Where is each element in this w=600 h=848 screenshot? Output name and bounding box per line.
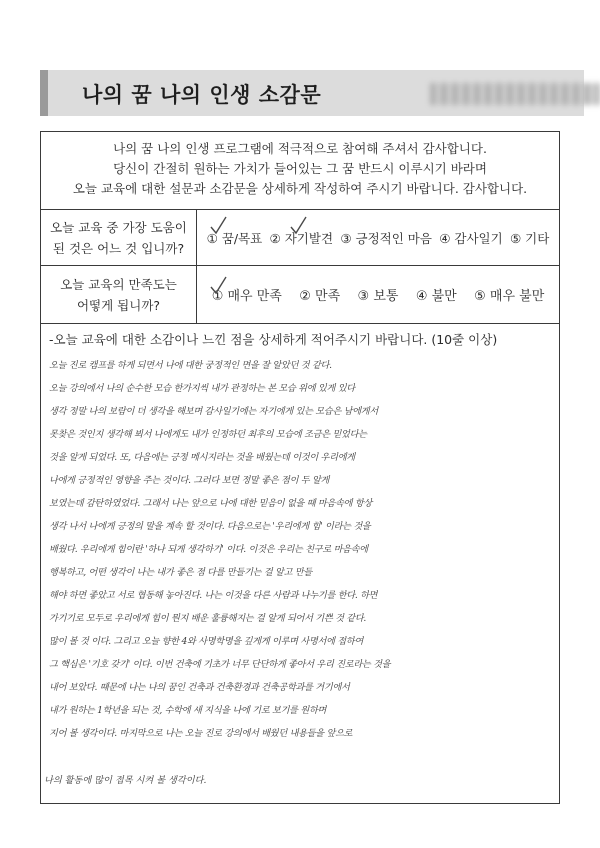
redacted-name bbox=[430, 83, 600, 105]
handwritten-line: 오늘 진로 캠프를 하게 되면서 나에 대한 궁정적인 면을 잘 알았던 것 같다. bbox=[49, 360, 332, 371]
handwritten-essay bbox=[49, 354, 555, 745]
question-label bbox=[41, 210, 197, 265]
question-label-line: 어떻게 됩니까? bbox=[76, 297, 161, 313]
option-very-dissatisfied[interactable]: ⑤ 매우 불만 bbox=[474, 289, 545, 304]
page-title: 나의 꿈 나의 인생 소감문 bbox=[82, 83, 322, 107]
handwritten-line: 못찾은 것인지 생각해 뵈서 나에게도 내가 인정하던 최후의 모습에 조금은 믿었다는 bbox=[49, 429, 367, 440]
question-row-satisfaction bbox=[41, 266, 559, 324]
option-satisfied[interactable]: ② 만족 bbox=[299, 289, 341, 304]
option-group bbox=[197, 210, 559, 265]
handwritten-line: 지어 볼 생각이다. 마지막으로 나는 오늘 진로 강의에서 배웠던 내용들을 앞으로 bbox=[49, 728, 353, 739]
handwritten-line: 보였는데 감탄하였었다. 그래서 나는 앞으로 나에 대한 믿음이 없을 때 마음속에 항상 bbox=[49, 498, 372, 509]
handwritten-line: 해야 하면 좋았고 서로 협동해 놓아진다. 나는 이것을 다른 사람과 나누기를 한다. 하면 bbox=[49, 590, 378, 601]
question-label bbox=[41, 266, 197, 323]
handwritten-line: 내어 보았다. 때문에 나는 나의 꿈인 건축과 건축환경과 건축공학과를 거기에서 bbox=[49, 682, 350, 693]
option-dream-goal[interactable]: ① 꿈/목표 bbox=[206, 230, 263, 246]
handwritten-line: 나에게 긍정적인 영향을 주는 것이다. 그러다 보면 정말 좋은 점이 두 알게 bbox=[49, 475, 330, 486]
intro-line: 오늘 교육에 대한 설문과 소감문을 상세하게 작성하여 주시기 바랍니다. 감사합니다. bbox=[72, 181, 528, 196]
handwritten-line-final: 나의 활동에 많이 접목 시켜 볼 생각이다. bbox=[44, 775, 207, 786]
handwritten-line: 오늘 강의에서 나의 순수한 모습 한가지씩 내가 관정하는 본 모습 위에 있게 있다 bbox=[49, 383, 355, 394]
handwritten-line: 것을 알게 되었다. 또, 다음에는 긍정 메시지라는 것을 배웠는데 이것이 우리에게 bbox=[49, 452, 355, 463]
checkmark-icon bbox=[209, 276, 227, 296]
title-band bbox=[40, 70, 584, 116]
checkmark-icon bbox=[209, 216, 227, 236]
title-accent-bar bbox=[40, 70, 48, 116]
option-very-satisfied[interactable]: ① 매우 만족 bbox=[211, 289, 282, 304]
option-other[interactable]: ⑤ 기타 bbox=[509, 230, 550, 246]
question-row-helpful bbox=[41, 210, 559, 266]
handwritten-line: 내가 원하는 1학년을 되는 것, 수학에 새 지식을 나에 기로 보기를 원하며 bbox=[49, 705, 327, 716]
handwritten-line: 배웠다. 우리에게 힘이란 '하나 되게 생각하기' 이다. 이것은 우리는 친구로 마음속에 bbox=[49, 544, 368, 555]
handwritten-line: 생각 정말 나의 보람이 더 생각을 해보며 감사일기에는 자기에게 있는 모습은 남에게서 bbox=[49, 406, 378, 417]
option-neutral[interactable]: ③ 보통 bbox=[357, 289, 399, 304]
question-label-line: 된 것은 어느 것 입니까? bbox=[52, 240, 185, 256]
option-positive-mind[interactable]: ③ 긍정적인 마음 bbox=[340, 230, 432, 246]
question-label-line: 오늘 교육 중 가장 도움이 bbox=[50, 219, 187, 235]
handwritten-line: 생각 나서 나에게 긍정의 말을 계속 할 것이다. 다음으로는 '우리에게 힘' 이라는 것을 bbox=[49, 521, 371, 532]
intro-section bbox=[41, 132, 559, 210]
intro-line: 당신이 간절히 원하는 가치가 들어있는 그 꿈 반드시 이루시기 바라며 bbox=[113, 161, 487, 176]
option-self-discovery[interactable]: ② 자기발견 bbox=[269, 230, 334, 246]
handwritten-line: 그 핵심은 '기호 갖기' 이다. 이번 건축에 기초가 너무 단단하게 좋아서 우리 진로라는 것을 bbox=[49, 659, 391, 670]
checkmark-icon bbox=[289, 216, 307, 236]
option-group bbox=[197, 266, 559, 323]
essay-instruction: -오늘 교육에 대한 소감이나 느낀 점을 상세하게 적어주시기 바랍니다. (10줄 이상) bbox=[49, 332, 498, 347]
option-gratitude-diary[interactable]: ④ 감사일기 bbox=[439, 230, 503, 246]
question-label-line: 오늘 교육의 만족도는 bbox=[60, 276, 177, 292]
option-dissatisfied[interactable]: ④ 불만 bbox=[415, 289, 457, 304]
handwritten-line: 행복하고, 어떤 생각이 나는 내가 좋은 점 다를 만들기는 걸 알고 만들 bbox=[49, 567, 312, 578]
intro-line: 나의 꿈 나의 인생 프로그램에 적극적으로 참여해 주셔서 감사합니다. bbox=[113, 141, 487, 156]
survey-form bbox=[40, 131, 560, 804]
handwritten-line: 많이 볼 것 이다. 그리고 오늘 향한 4와 사명학명을 깊게게 이루며 사명서에 접하여 bbox=[49, 636, 364, 647]
handwritten-line: 가기기로 모두로 우리에게 힘이 뭔지 배운 훌륭해지는 걸 알게 되어서 기쁜 것 같다. bbox=[49, 613, 367, 624]
